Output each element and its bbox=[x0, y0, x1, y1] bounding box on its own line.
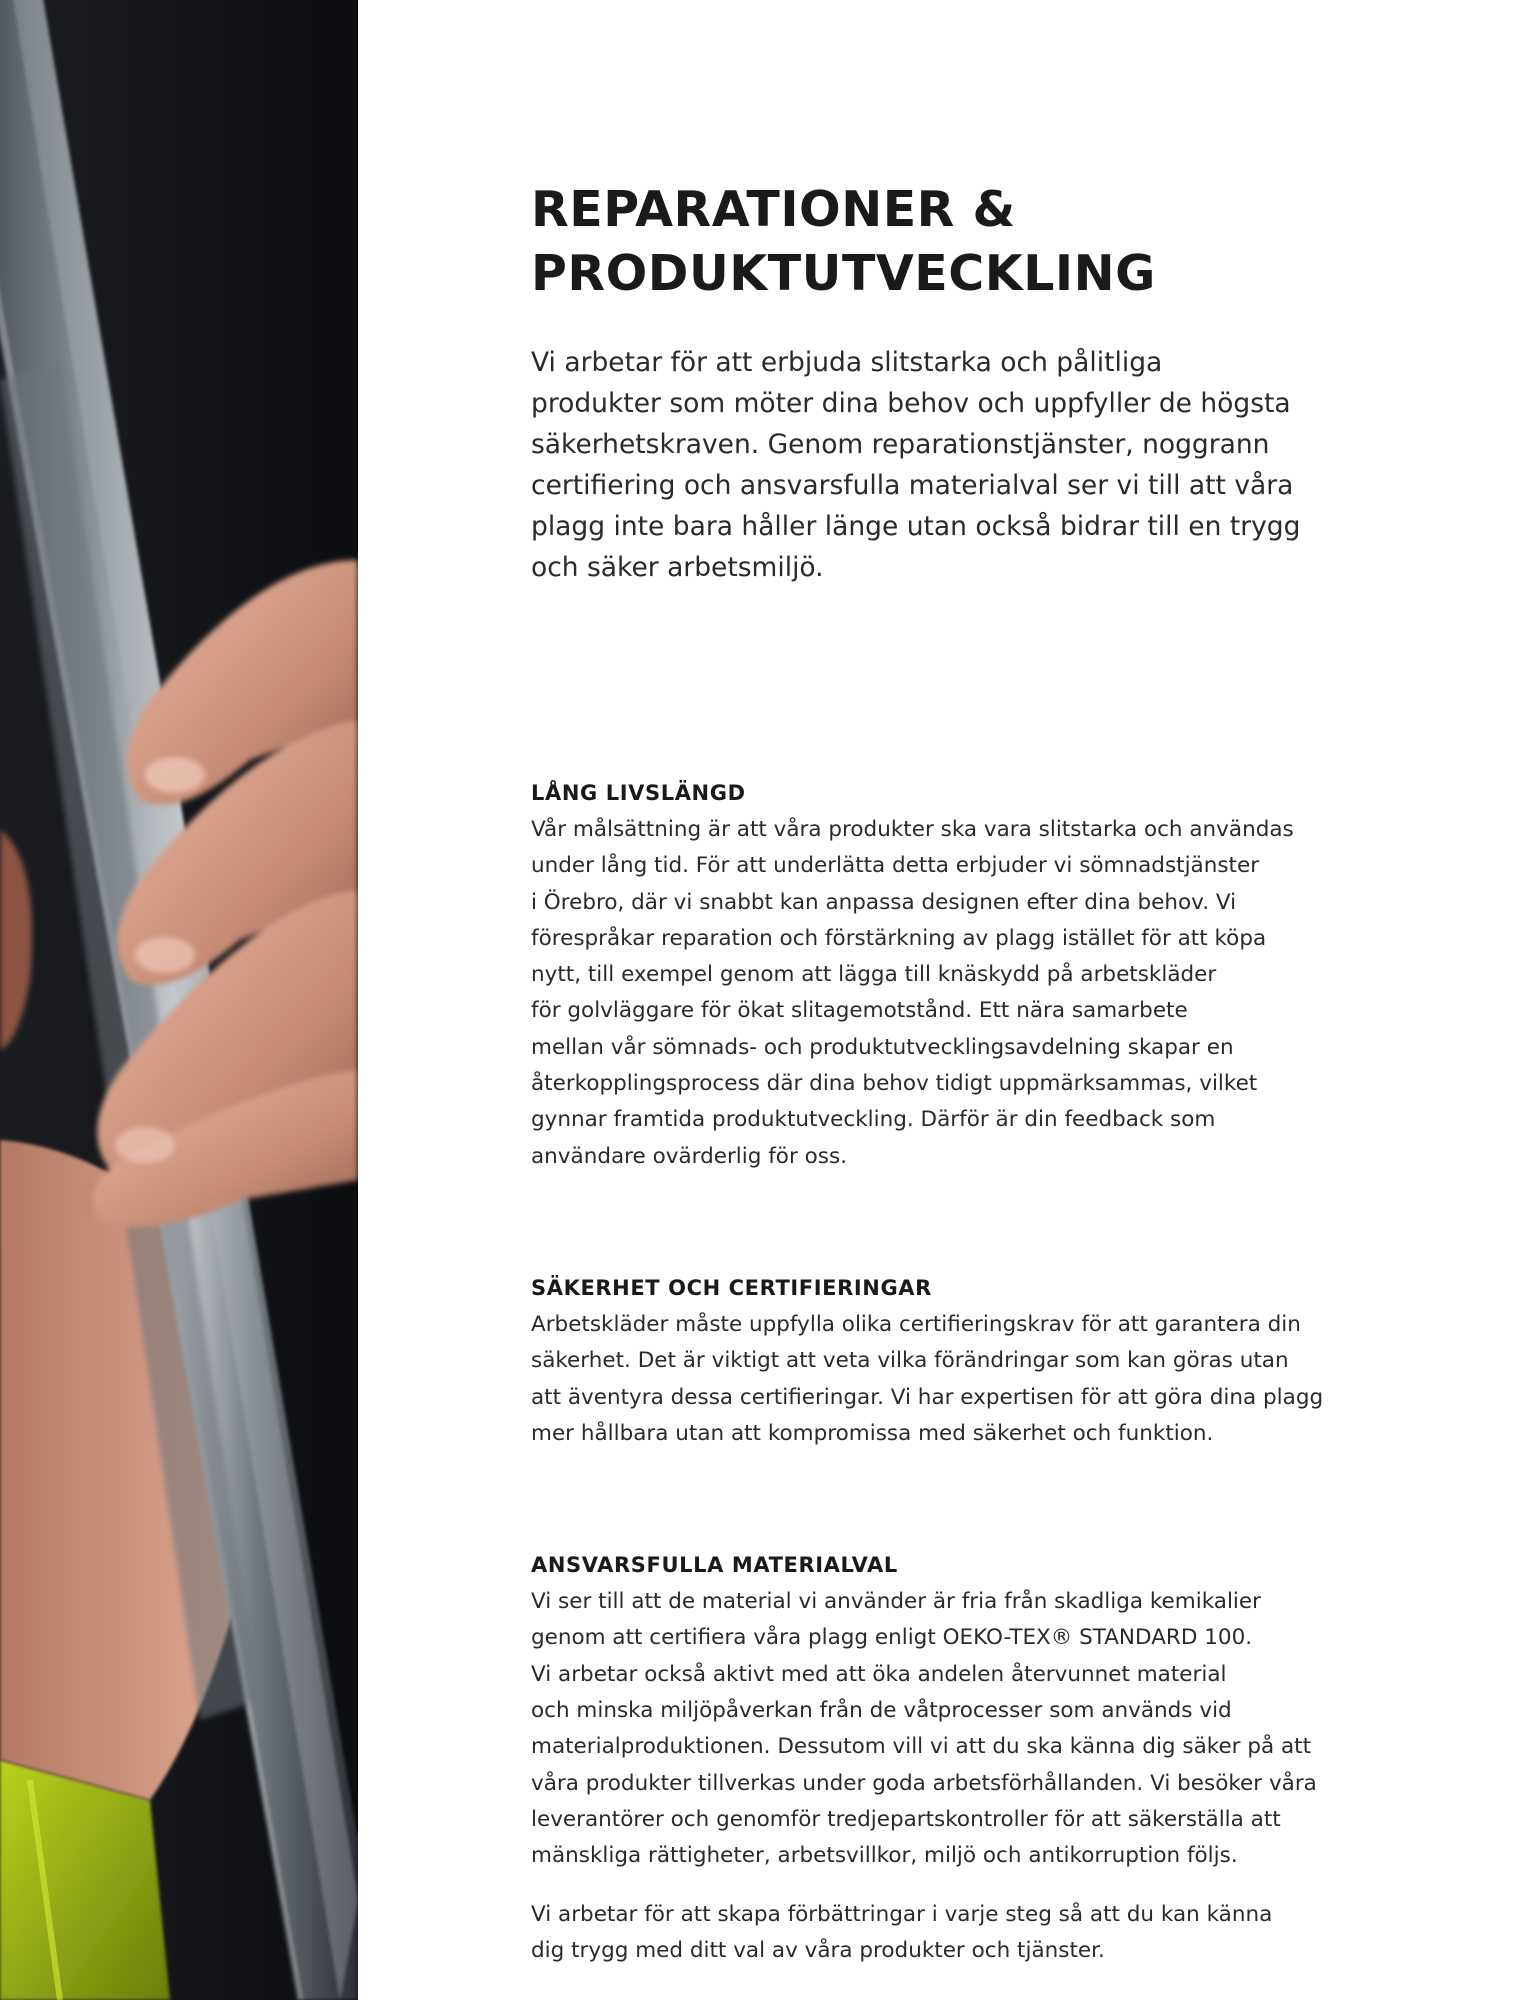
section-paragraph bbox=[531, 1307, 1391, 1452]
section-heading: LÅNG LIVSLÄNGD bbox=[531, 781, 746, 805]
section-line: i Örebro, där vi snabbt kan anpassa designen efter dina behov. Vi bbox=[531, 889, 1237, 915]
page-title bbox=[531, 178, 1391, 306]
section-responsible-materials bbox=[531, 1548, 1391, 1969]
section-paragraph bbox=[531, 1584, 1391, 1874]
section-line: säkerhet. Det är viktigt att veta vilka förändringar som kan göras utan bbox=[531, 1348, 1289, 1374]
section-paragraph bbox=[531, 812, 1391, 1175]
section-line: våra produkter tillverkas under goda arbetsförhållanden. Vi besöker våra bbox=[531, 1770, 1317, 1796]
intro-line: produkter som möter dina behov och uppfyller de högsta bbox=[531, 388, 1291, 419]
page-title-line: REPARATIONER & bbox=[531, 181, 1016, 238]
intro-line: certifiering och ansvarsfulla materialval ser vi till att våra bbox=[531, 470, 1294, 501]
section-line: och minska miljöpåverkan från de våtprocesser som används vid bbox=[531, 1698, 1232, 1724]
section-line: mellan vår sömnads- och produktutvecklingsavdelning skapar en bbox=[531, 1034, 1234, 1060]
photo-illustration bbox=[0, 0, 358, 2000]
section-safety-certifications bbox=[531, 1271, 1391, 1452]
section-line: återkopplingsprocess där dina behov tidigt uppmärksammas, vilket bbox=[531, 1071, 1258, 1097]
page-title-line: PRODUKTUTVECKLING bbox=[531, 245, 1156, 302]
hand-gripping-tool-photo bbox=[0, 0, 358, 2000]
section-line: mer hållbara utan att kompromissa med säkerhet och funktion. bbox=[531, 1420, 1214, 1446]
section-line: mänskliga rättigheter, arbetsvillkor, miljö och antikorruption följs. bbox=[531, 1843, 1238, 1869]
section-line: genom att certifiera våra plagg enligt OEKO-TEX® STANDARD 100. bbox=[531, 1625, 1253, 1651]
section-line: under lång tid. För att underlätta detta erbjuder vi sömnadstjänster bbox=[531, 853, 1260, 879]
intro-line: säkerhetskraven. Genom reparationstjänster, noggrann bbox=[531, 429, 1270, 460]
section-line: nytt, till exempel genom att lägga till knäskydd på arbetskläder bbox=[531, 962, 1217, 988]
section-line: Arbetskläder måste uppfylla olika certifieringskrav för att garantera din bbox=[531, 1311, 1301, 1337]
section-line: användare ovärderlig för oss. bbox=[531, 1143, 848, 1169]
article bbox=[531, 178, 1391, 1969]
section-line: förespråkar reparation och förstärkning av plagg istället för att köpa bbox=[531, 925, 1267, 951]
intro-line: plagg inte bara håller länge utan också bidrar till en trygg bbox=[531, 511, 1301, 542]
intro-line: och säker arbetsmiljö. bbox=[531, 552, 824, 583]
section-line: Vi ser till att de material vi använder är fria från skadliga kemikalier bbox=[531, 1589, 1261, 1615]
closing-paragraph bbox=[531, 1897, 1391, 1970]
section-long-lifespan bbox=[531, 776, 1391, 1175]
section-heading: SÄKERHET OCH CERTIFIERINGAR bbox=[531, 1275, 932, 1300]
section-line: gynnar framtida produktutveckling. Därför är din feedback som bbox=[531, 1107, 1216, 1133]
closing-line: dig trygg med ditt val av våra produkter och tjänster. bbox=[531, 1937, 1105, 1963]
section-heading: ANSVARSFULLA MATERIALVAL bbox=[531, 1553, 898, 1578]
section-line: Vi arbetar också aktivt med att öka andelen återvunnet material bbox=[531, 1661, 1227, 1687]
section-line: att äventyra dessa certifieringar. Vi har expertisen för att göra dina plagg bbox=[531, 1384, 1324, 1410]
section-line: Vår målsättning är att våra produkter ska vara slitstarka och användas bbox=[531, 817, 1294, 842]
closing-line: Vi arbetar för att skapa förbättringar i varje steg så att du kan känna bbox=[531, 1901, 1273, 1927]
section-line: materialproduktionen. Dessutom vill vi att du ska känna dig säker på att bbox=[531, 1734, 1312, 1760]
intro-paragraph bbox=[531, 342, 1391, 588]
section-line: för golvläggare för ökat slitagemotstånd. Ett nära samarbete bbox=[531, 998, 1188, 1024]
intro-line: Vi arbetar för att erbjuda slitstarka och pålitliga bbox=[531, 347, 1163, 378]
section-line: leverantörer och genomför tredjepartskontroller för att säkerställa att bbox=[531, 1806, 1281, 1832]
